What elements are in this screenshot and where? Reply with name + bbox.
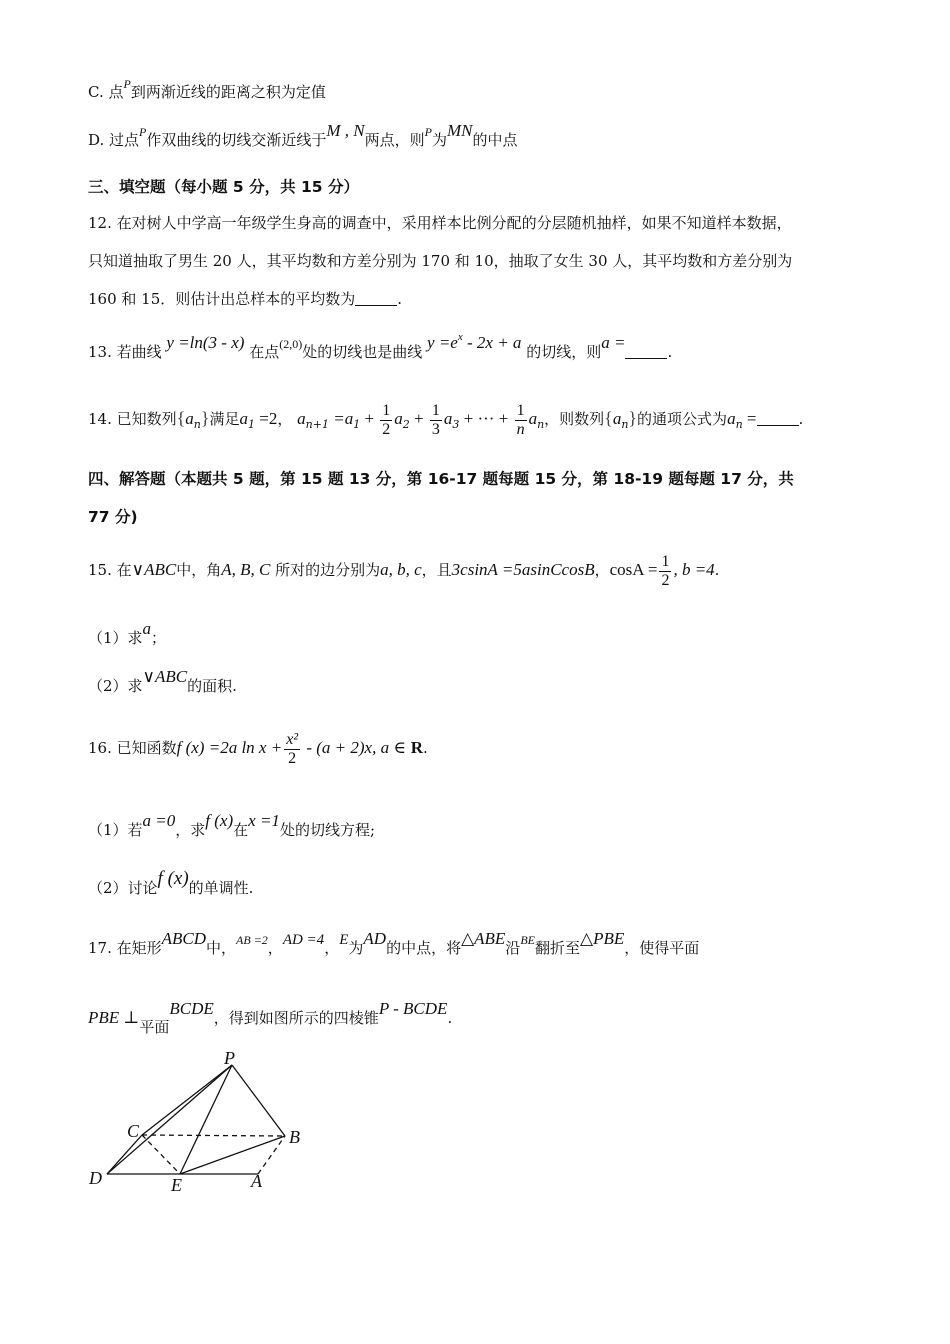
part-end: 的单调性. — [188, 879, 254, 897]
q14-text: ，则数列 — [544, 410, 605, 428]
triangle-abc: ∨ABC — [131, 560, 177, 579]
option-d-prefix: D. 过点 — [88, 131, 140, 149]
frac-x2-2 — [284, 731, 300, 768]
var-a: a — [142, 619, 152, 638]
point-p: P — [139, 125, 147, 139]
option-d — [88, 121, 518, 151]
a1: a — [239, 409, 249, 428]
part-label: （2）求 — [88, 677, 143, 695]
a1-value: =2 — [255, 409, 278, 428]
edge-cb — [142, 1135, 285, 1136]
frac-1-3 — [430, 402, 442, 439]
part-label: （1）若 — [88, 821, 143, 839]
triangle-abe: △ABE — [461, 929, 506, 948]
brace-left: { — [176, 408, 186, 428]
cos-a: cosA = — [609, 560, 658, 579]
option-c-text: 到两渐近线的距离之积为定值 — [130, 83, 326, 101]
q15-prefix: 15. 在 — [88, 561, 132, 579]
label-d: D — [89, 1168, 102, 1188]
sides: a, b, c — [380, 560, 422, 579]
q14: 14. 已知数列$\{a_n\}$满足$a_1 =2$， $a_{n+1} =a_1$ + $\frac{1}{2}$ $a_2$ + $\frac{1}{3}$ $a_3$ + ··· + $\frac{1}{n}$ $a_n$，则数列$\{a_n\}$的通项公式为$a_n$ = . — [88, 401, 804, 438]
q17-line1 — [88, 929, 700, 959]
real-set: R — [410, 738, 423, 757]
option-d-text: 为 — [432, 131, 448, 149]
q15 — [88, 548, 719, 592]
q17-text: 沿 — [505, 939, 521, 957]
frac-den: 2 — [661, 571, 670, 589]
angles: A, B, C — [221, 560, 271, 579]
frac-den: 2 — [288, 749, 297, 767]
q15-part1 — [88, 619, 167, 648]
q14-prefix: 14. 已知数列 — [88, 410, 177, 428]
frac-1-2 — [380, 402, 392, 439]
q13-end: . — [667, 343, 673, 361]
function-f: f (x) — [157, 868, 189, 889]
q17-line2 — [88, 999, 453, 1036]
pyramid-figure — [80, 1052, 320, 1202]
seq-sub: n — [621, 418, 629, 431]
a3-sub: 3 — [452, 418, 460, 431]
seq-sub: n — [193, 418, 201, 431]
q15-end: . — [714, 561, 720, 579]
q13-prefix: 13. 若曲线 — [88, 343, 162, 361]
edge-pc — [142, 1065, 232, 1135]
an-sub: n — [537, 418, 545, 431]
q13-text: 在点 — [249, 343, 280, 361]
q12-line2: 只知道抽取了男生 20 人，其平均数和方差分别为 170 和 10，抽取了女生 30 人，其平均数和方差分别为 — [88, 252, 793, 270]
comma: ， — [594, 561, 610, 579]
frac-num: x² — [286, 730, 299, 748]
point-e: E — [339, 932, 349, 948]
q14-text: 满足 — [209, 410, 240, 428]
frac-1-2 — [659, 553, 671, 590]
answer-blank — [625, 344, 667, 359]
label-b: B — [289, 1127, 300, 1147]
curve-2-exponent: x — [457, 331, 463, 343]
q13-text: 处的切线也是曲线 — [302, 343, 423, 361]
q14-end: . — [798, 410, 804, 428]
function-def: f (x) =2a ln x + — [176, 738, 283, 757]
edge-pd — [107, 1065, 232, 1174]
q15-text: 所对的边分别为 — [275, 561, 381, 579]
segment-be: BE — [520, 933, 535, 947]
part-end: ； — [151, 629, 167, 647]
frac-den: n — [516, 420, 525, 438]
q12-end: . — [397, 290, 403, 308]
frac-1-n — [515, 402, 527, 439]
pyramid-p-bcde: P - BCDE — [378, 999, 448, 1018]
brace-right: } — [628, 408, 638, 428]
ad-length: AD =4 — [282, 932, 325, 948]
point-p: P — [123, 77, 131, 91]
section-4-heading-line2: 77 分) — [88, 508, 138, 526]
equation: 3csinA =5asinCcosB — [451, 560, 595, 579]
curve-1: y =ln(3 - x) — [166, 333, 245, 352]
triangle-abc: ∨ABC — [142, 667, 188, 686]
function-f: f (x) — [205, 811, 234, 830]
q13 — [88, 331, 673, 363]
q17-text: 的中点，将 — [386, 939, 462, 957]
option-d-text: 的中点 — [472, 131, 518, 149]
section-4-heading-line1: 四、解答题（本题共 5 题，第 15 题 13 分，第 16-17 题每题 15 分，第 18-19 题每题 17 分，共 — [88, 470, 794, 488]
q16-part2 — [88, 868, 254, 898]
q13-text: 的切线，则 — [526, 343, 602, 361]
q12-line3-text: 160 和 15．则估计出总样本的平均数为 — [88, 290, 356, 308]
rec-a1-sub: 1 — [353, 418, 361, 431]
triangle-pbe: △PBE — [580, 929, 625, 948]
label-e: E — [171, 1175, 182, 1195]
comma: ， — [324, 939, 340, 957]
q17-end: . — [447, 1009, 453, 1027]
q16 — [88, 726, 428, 770]
q17-text: 平面 — [139, 1018, 170, 1036]
q12-line1: 12. 在对树人中学高一年级学生身高的调查中，采用样本比例分配的分层随机抽样，如果不知道样本数据， — [88, 214, 792, 232]
option-d-text: 作双曲线的切线交渐近线于 — [146, 131, 327, 149]
rec-lhs: a — [297, 409, 306, 428]
plane-pbe: PBE ⊥ — [88, 1008, 140, 1027]
function-rest: - (a + 2)x, a ∈ — [302, 738, 406, 757]
frac-den: 2 — [382, 420, 391, 438]
segment-ad: AD — [363, 929, 387, 948]
ab-length: AB =2 — [236, 933, 268, 947]
b-value: , b =4 — [673, 560, 715, 579]
frac-num: 1 — [516, 401, 525, 419]
rec-eq: =a — [328, 409, 354, 428]
answer-blank — [355, 291, 397, 306]
plus: + — [360, 409, 379, 428]
label-p: P — [224, 1052, 235, 1068]
section-3-heading: 三、填空题（每小题 5 分，共 15 分） — [88, 178, 359, 196]
q17-text: ，使得平面 — [624, 939, 700, 957]
var-a: a = — [601, 333, 626, 352]
q14-text: 的通项公式为 — [637, 410, 728, 428]
label-a: A — [251, 1171, 262, 1191]
edge-ce — [142, 1135, 180, 1174]
option-d-text: 两点，则 — [364, 131, 425, 149]
dots: + ··· + — [459, 409, 513, 428]
point-p: P — [424, 125, 432, 139]
a1-sub: 1 — [248, 418, 256, 431]
comma: ， — [277, 410, 293, 428]
x-one: x =1 — [248, 811, 280, 830]
part-end: 的面积. — [187, 677, 237, 695]
seq-a: a — [185, 409, 194, 428]
a2-sub: 2 — [402, 418, 410, 431]
part-text: ，求 — [175, 821, 206, 839]
curve-2 — [427, 333, 521, 352]
q17-text: 翻折至 — [535, 939, 581, 957]
q12-line3 — [88, 289, 402, 309]
q17-prefix: 17. 在矩形 — [88, 939, 162, 957]
segment-mn: MN — [447, 121, 473, 140]
edge-ab — [258, 1136, 285, 1174]
option-c — [88, 77, 326, 103]
comma: ， — [267, 939, 283, 957]
label-c: C — [127, 1121, 140, 1141]
part-label: （1）求 — [88, 629, 143, 647]
seq-a: a — [612, 409, 622, 428]
part-end: 处的切线方程; — [279, 821, 375, 839]
answer-blank — [757, 411, 799, 426]
plus: + — [409, 409, 428, 428]
an-sub: n — [735, 418, 743, 431]
plane-bcde: BCDE — [169, 999, 214, 1018]
part-label: （2）讨论 — [88, 879, 158, 897]
rec-lhs-sub: n+1 — [305, 418, 329, 431]
q16-end: . — [423, 739, 428, 757]
frac-den: 3 — [431, 420, 440, 438]
option-c-prefix: C. 点 — [88, 83, 124, 101]
q17-text: ，得到如图所示的四棱锥 — [213, 1009, 379, 1027]
an: a — [727, 409, 736, 428]
part-text: 在 — [233, 821, 249, 839]
q17-text: 为 — [348, 939, 364, 957]
frac-num: 1 — [661, 552, 670, 570]
rect-abcd: ABCD — [161, 929, 207, 948]
edge-pb — [232, 1065, 285, 1136]
frac-num: 1 — [382, 401, 391, 419]
q15-part2 — [88, 667, 237, 696]
point-2-0: (2,0) — [279, 337, 303, 351]
q16-part1 — [88, 811, 375, 840]
q15-text: ，且 — [421, 561, 452, 579]
points-mn: M , N — [326, 121, 365, 140]
curve-2-b: - 2x + a — [462, 333, 522, 352]
brace-left: { — [604, 408, 613, 428]
q16-prefix: 16. 已知函数 — [88, 739, 177, 757]
q15-text: 中，角 — [176, 561, 222, 579]
eq: = — [742, 409, 757, 428]
curve-2-a: y =e — [427, 333, 458, 352]
q17-text: 中， — [206, 939, 237, 957]
brace-right: } — [200, 408, 210, 428]
frac-num: 1 — [431, 401, 440, 419]
a-zero: a =0 — [142, 811, 176, 830]
